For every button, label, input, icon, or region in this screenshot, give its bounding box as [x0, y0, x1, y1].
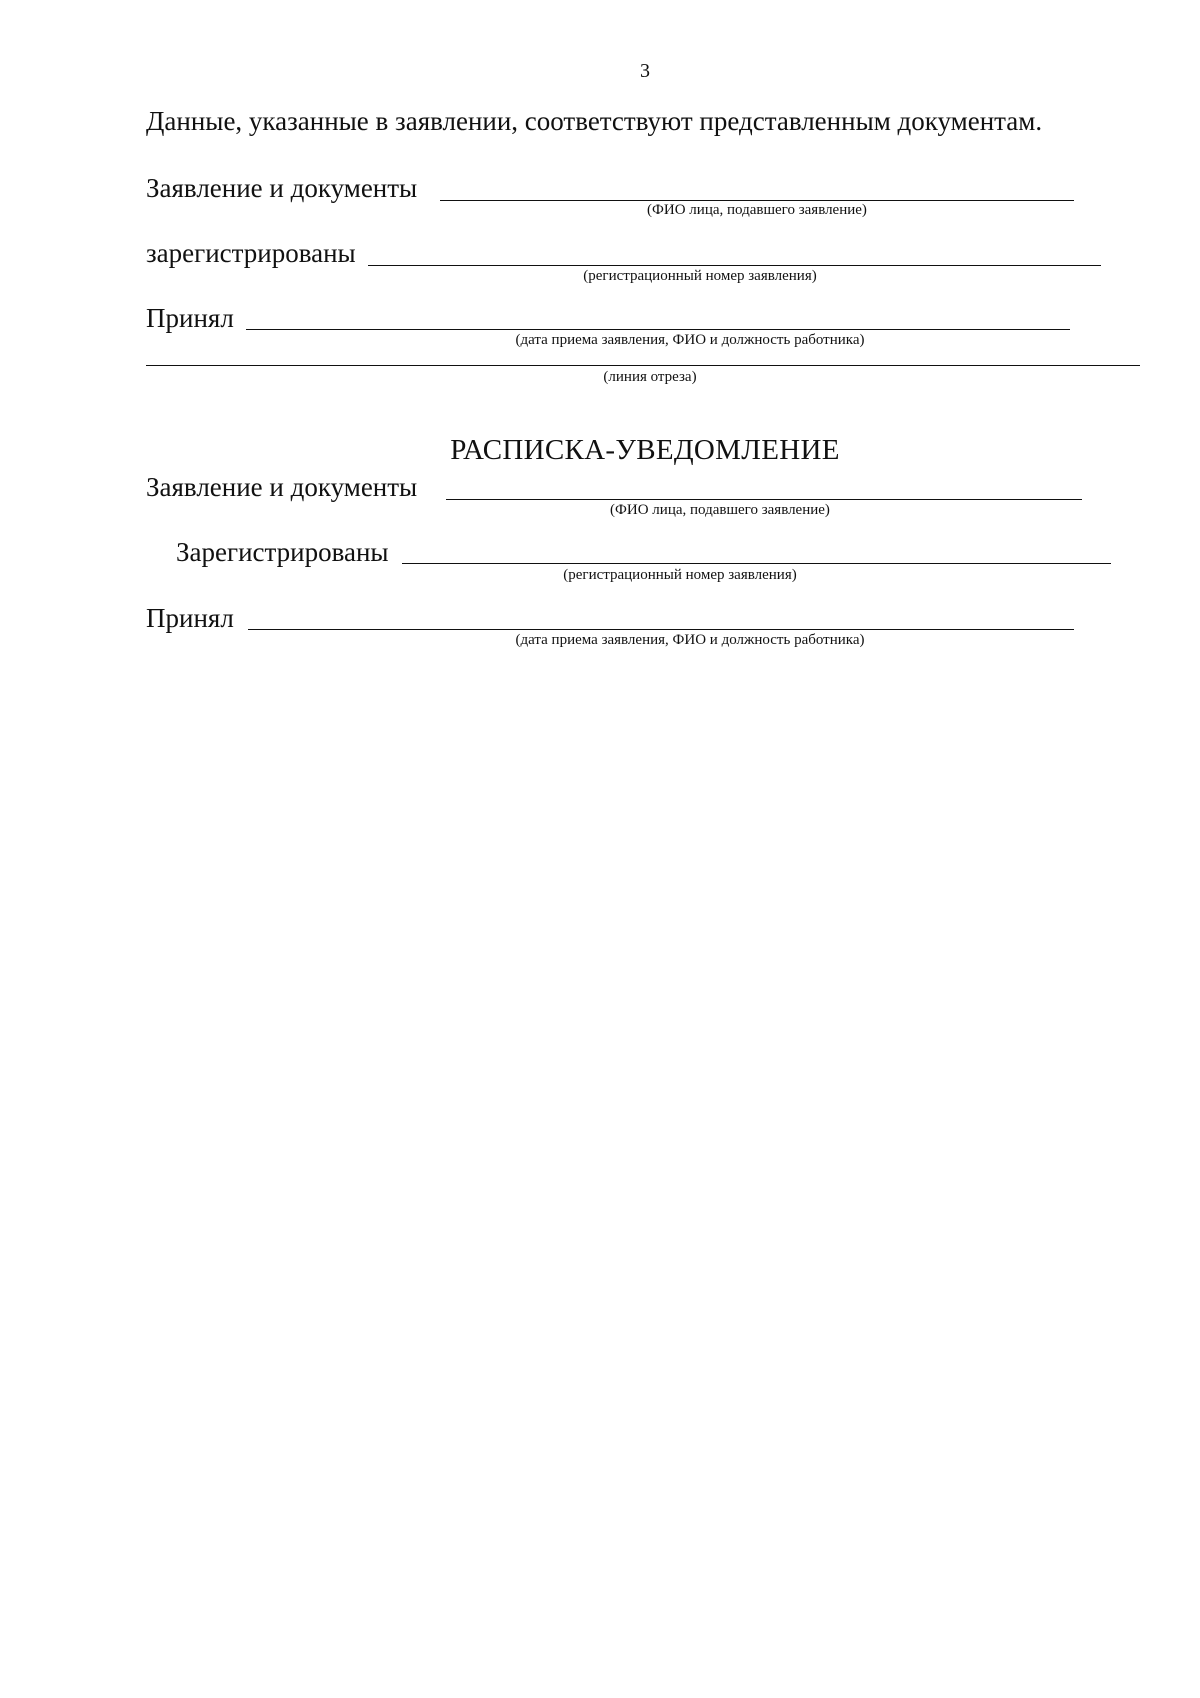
receipt-registration-number-line[interactable]: [402, 563, 1111, 564]
registration-number-line[interactable]: [368, 265, 1101, 266]
receipt-applicant-name-hint: (ФИО лица, подавшего заявление): [610, 502, 830, 518]
accepted-label: Принял: [146, 303, 234, 333]
statement-text: Данные, указанные в заявлении, соответствуют представленным документам.: [146, 106, 1043, 136]
cut-line-hint: (линия отреза): [603, 369, 697, 385]
registration-number-hint: (регистрационный номер заявления): [583, 268, 817, 284]
acceptance-details-line[interactable]: [246, 329, 1070, 330]
acceptance-details-hint: (дата приема заявления, ФИО и должность работника): [515, 332, 865, 348]
receipt-acceptance-details-line[interactable]: [248, 629, 1074, 630]
cut-line: [146, 365, 1140, 366]
receipt-registration-number-hint: (регистрационный номер заявления): [563, 567, 797, 583]
receipt-title: РАСПИСКА-УВЕДОМЛЕНИЕ: [450, 434, 840, 466]
page-number: 3: [640, 60, 650, 82]
applicant-name-hint: (ФИО лица, подавшего заявление): [647, 202, 867, 218]
receipt-applicant-name-line[interactable]: [446, 499, 1082, 500]
receipt-registered-label: Зарегистрированы: [176, 537, 389, 567]
receipt-acceptance-details-hint: (дата приема заявления, ФИО и должность работника): [515, 632, 865, 648]
applicant-name-line[interactable]: [440, 200, 1074, 201]
receipt-accepted-label: Принял: [146, 603, 234, 633]
receipt-documents-label: Заявление и документы: [146, 472, 418, 502]
registered-label: зарегистрированы: [146, 238, 356, 268]
documents-label: Заявление и документы: [146, 173, 418, 203]
